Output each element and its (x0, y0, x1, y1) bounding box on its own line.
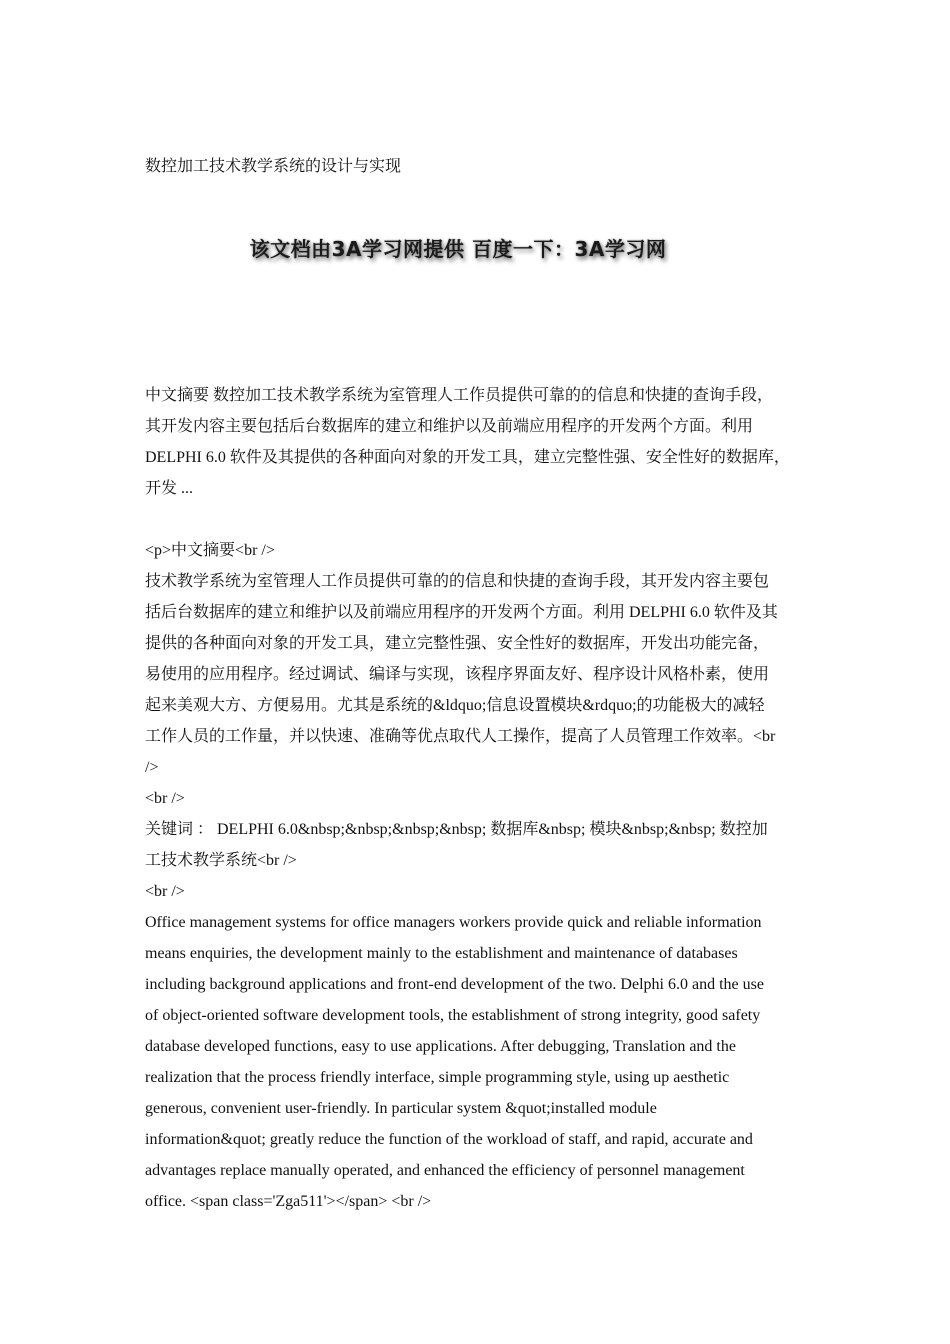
body-paragraph (145, 535, 817, 1217)
abstract-line: means enquiries, the development mainly to the establishment and maintenance of databases (145, 945, 738, 962)
keywords-line: 工技术教学系统<br /> (145, 852, 297, 869)
body-line: 括后台数据库的建立和维护以及前端应用程序的开发两个方面。利用 DELPHI 6.0 软件及其 (145, 604, 778, 621)
body-line: /> (145, 759, 159, 776)
summary-line: 其开发内容主要包括后台数据库的建立和维护以及前端应用程序的开发两个方面。利用 (145, 418, 754, 435)
body-line: 起来美观大方、方便易用。尤其是系统的&ldquo;信息设置模块&rdquo;的功能极大的减轻 (145, 697, 765, 714)
abstract-line: including background applications and front-end development of the two. Delphi 6.0 and the use (145, 976, 764, 993)
body-line: <br /> (145, 790, 185, 807)
abstract-line: of object-oriented software development tools, the establishment of strong integrity, good safety (145, 1007, 761, 1024)
body-line: <p>中文摘要<br /> (145, 542, 275, 559)
summary-line: 开发 ... (145, 480, 194, 497)
keywords-line: 关键词 ： DELPHI 6.0&nbsp;&nbsp;&nbsp;&nbsp; 数据库&nbsp; 模块&nbsp;&nbsp; 数控加 (145, 821, 768, 838)
abstract-line: generous, convenient user-friendly. In particular system &quot;installed module (145, 1100, 657, 1117)
summary-line: DELPHI 6.0 软件及其提供的各种面向对象的开发工具，建立完整性强、安全性好的数据库， (145, 449, 790, 466)
abstract-line: realization that the process friendly interface, simple programming style, using up aesthetic (145, 1069, 730, 1086)
abstract-line: advantages replace manually operated, and enhanced the efficiency of personnel management (145, 1162, 745, 1179)
body-line: 易使用的应用程序。经过调试、编译与实现，该程序界面友好、程序设计风格朴素，使用 (145, 666, 770, 683)
abstract-line: office. <span class='Zga511'></span> <br /> (145, 1193, 432, 1210)
abstract-line: database developed functions, easy to use applications. After debugging, Translation and the (145, 1038, 736, 1055)
body-line: 工作人员的工作量，并以快速、准确等优点取代人工操作，提高了人员管理工作效率。<br (145, 728, 776, 745)
body-line: 提供的各种面向对象的开发工具，建立完整性强、安全性好的数据库，开发出功能完备， (145, 635, 770, 652)
abstract-line: information&quot; greatly reduce the function of the workload of staff, and rapid, accurate and (145, 1131, 753, 1148)
summary-paragraph (145, 380, 817, 504)
document-title: 数控加工技术教学系统的设计与实现 (145, 158, 402, 175)
summary-line: 中文摘要 数控加工技术教学系统为室管理人工作员提供可靠的的信息和快捷的查询手段， (145, 387, 774, 404)
abstract-line: Office management systems for office managers workers provide quick and reliable information (145, 914, 762, 931)
watermark-banner: 该文档由3A学习网提供 百度一下：3A学习网 (249, 237, 667, 261)
paragraph-gap (145, 504, 817, 535)
document-body (145, 380, 817, 1217)
body-line: 技术教学系统为室管理人工作员提供可靠的的信息和快捷的查询手段，其开发内容主要包 (145, 573, 770, 590)
body-line: <br /> (145, 883, 185, 900)
